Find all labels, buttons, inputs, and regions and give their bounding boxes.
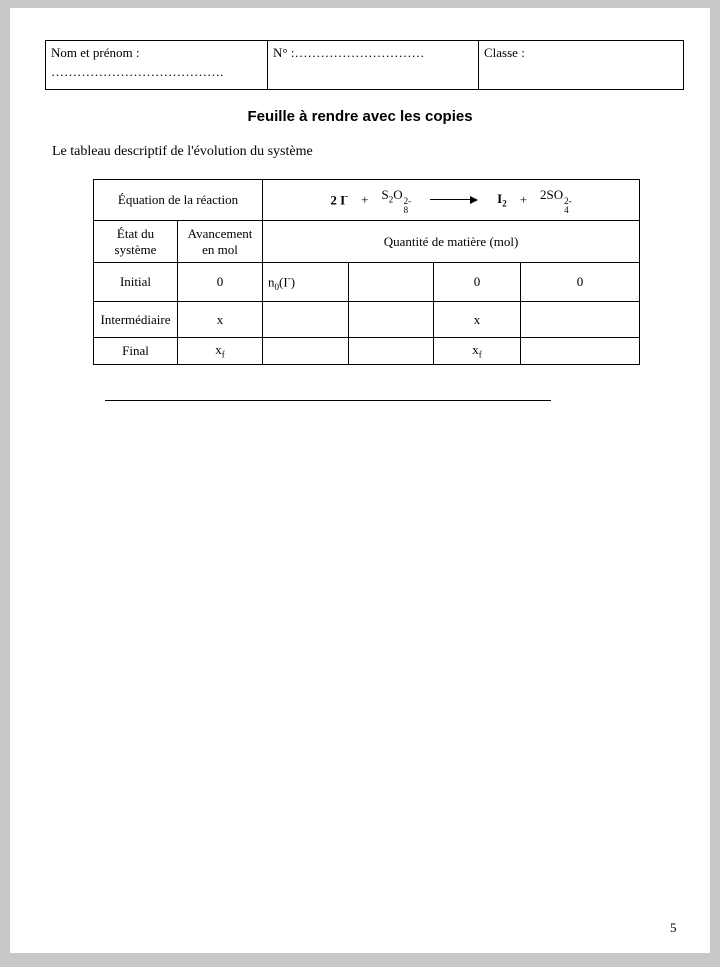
sheet-title: Feuille à rendre avec les copies xyxy=(247,108,473,125)
student-number-field xyxy=(268,41,479,90)
page-number: 5 xyxy=(670,920,677,935)
equation-header-cell xyxy=(94,180,263,221)
reaction-table xyxy=(93,179,640,365)
row-final-label: Final xyxy=(94,338,178,365)
student-number-label: N° :………………………… xyxy=(273,45,425,60)
row-intermediate-quantity-iodide xyxy=(263,302,349,338)
student-name-label: Nom et prénom : xyxy=(51,45,140,60)
class-label: Classe : xyxy=(484,45,525,60)
row-final-quantity-peroxodisulfate xyxy=(349,338,434,365)
row-final-quantity-sulfate xyxy=(521,338,640,365)
class-field xyxy=(479,41,684,90)
column-header-avancement: Avancement en mol xyxy=(178,221,263,263)
column-header-state: État du système xyxy=(94,221,178,263)
student-name-dotted-line: …………………………………. xyxy=(51,63,224,79)
equation-header-label: Équation de la réaction xyxy=(117,192,239,207)
row-initial-quantity-iodide: $n_0(I^-)$ xyxy=(263,263,349,302)
table-caption: Le tableau descriptif de l'évolution du système xyxy=(52,144,313,159)
row-initial-quantity-diiodine: 0 xyxy=(434,263,521,302)
equation-cell xyxy=(263,180,640,221)
row-intermediate-avancement: x xyxy=(178,302,263,338)
row-initial-quantity-peroxodisulfate xyxy=(349,263,434,302)
product-sulfate: 2SO 2- 4 xyxy=(540,186,572,215)
reactant-peroxodisulfate: $S_2O$ 2- 8 xyxy=(381,186,412,215)
row-final-avancement: $x_f$ xyxy=(178,338,263,365)
reaction-arrow-icon xyxy=(430,196,478,204)
row-intermediate-quantity-diiodine: x xyxy=(434,302,521,338)
row-intermediate-quantity-peroxodisulfate xyxy=(349,302,434,338)
row-initial-label: Initial xyxy=(94,263,178,302)
row-final-quantity-iodide xyxy=(263,338,349,365)
plus-sign: + xyxy=(519,192,528,207)
answer-line xyxy=(105,400,551,401)
row-intermediate-quantity-sulfate xyxy=(521,302,640,338)
student-name-field xyxy=(46,41,268,90)
product-diiodine: $I_2$ xyxy=(497,191,507,209)
row-final-quantity-diiodine: $x_f$ xyxy=(434,338,521,365)
reactant-iodide: 2 I- xyxy=(330,191,349,208)
row-initial-quantity-sulfate: 0 xyxy=(521,263,640,302)
document-page xyxy=(10,8,710,953)
student-info-table xyxy=(45,40,684,90)
chemical-equation xyxy=(265,187,637,214)
column-header-quantite: Quantité de matière (mol) xyxy=(263,221,640,263)
row-initial-avancement: 0 xyxy=(178,263,263,302)
plus-sign: + xyxy=(361,192,369,207)
row-intermediate-label: Intermédiaire xyxy=(94,302,178,338)
